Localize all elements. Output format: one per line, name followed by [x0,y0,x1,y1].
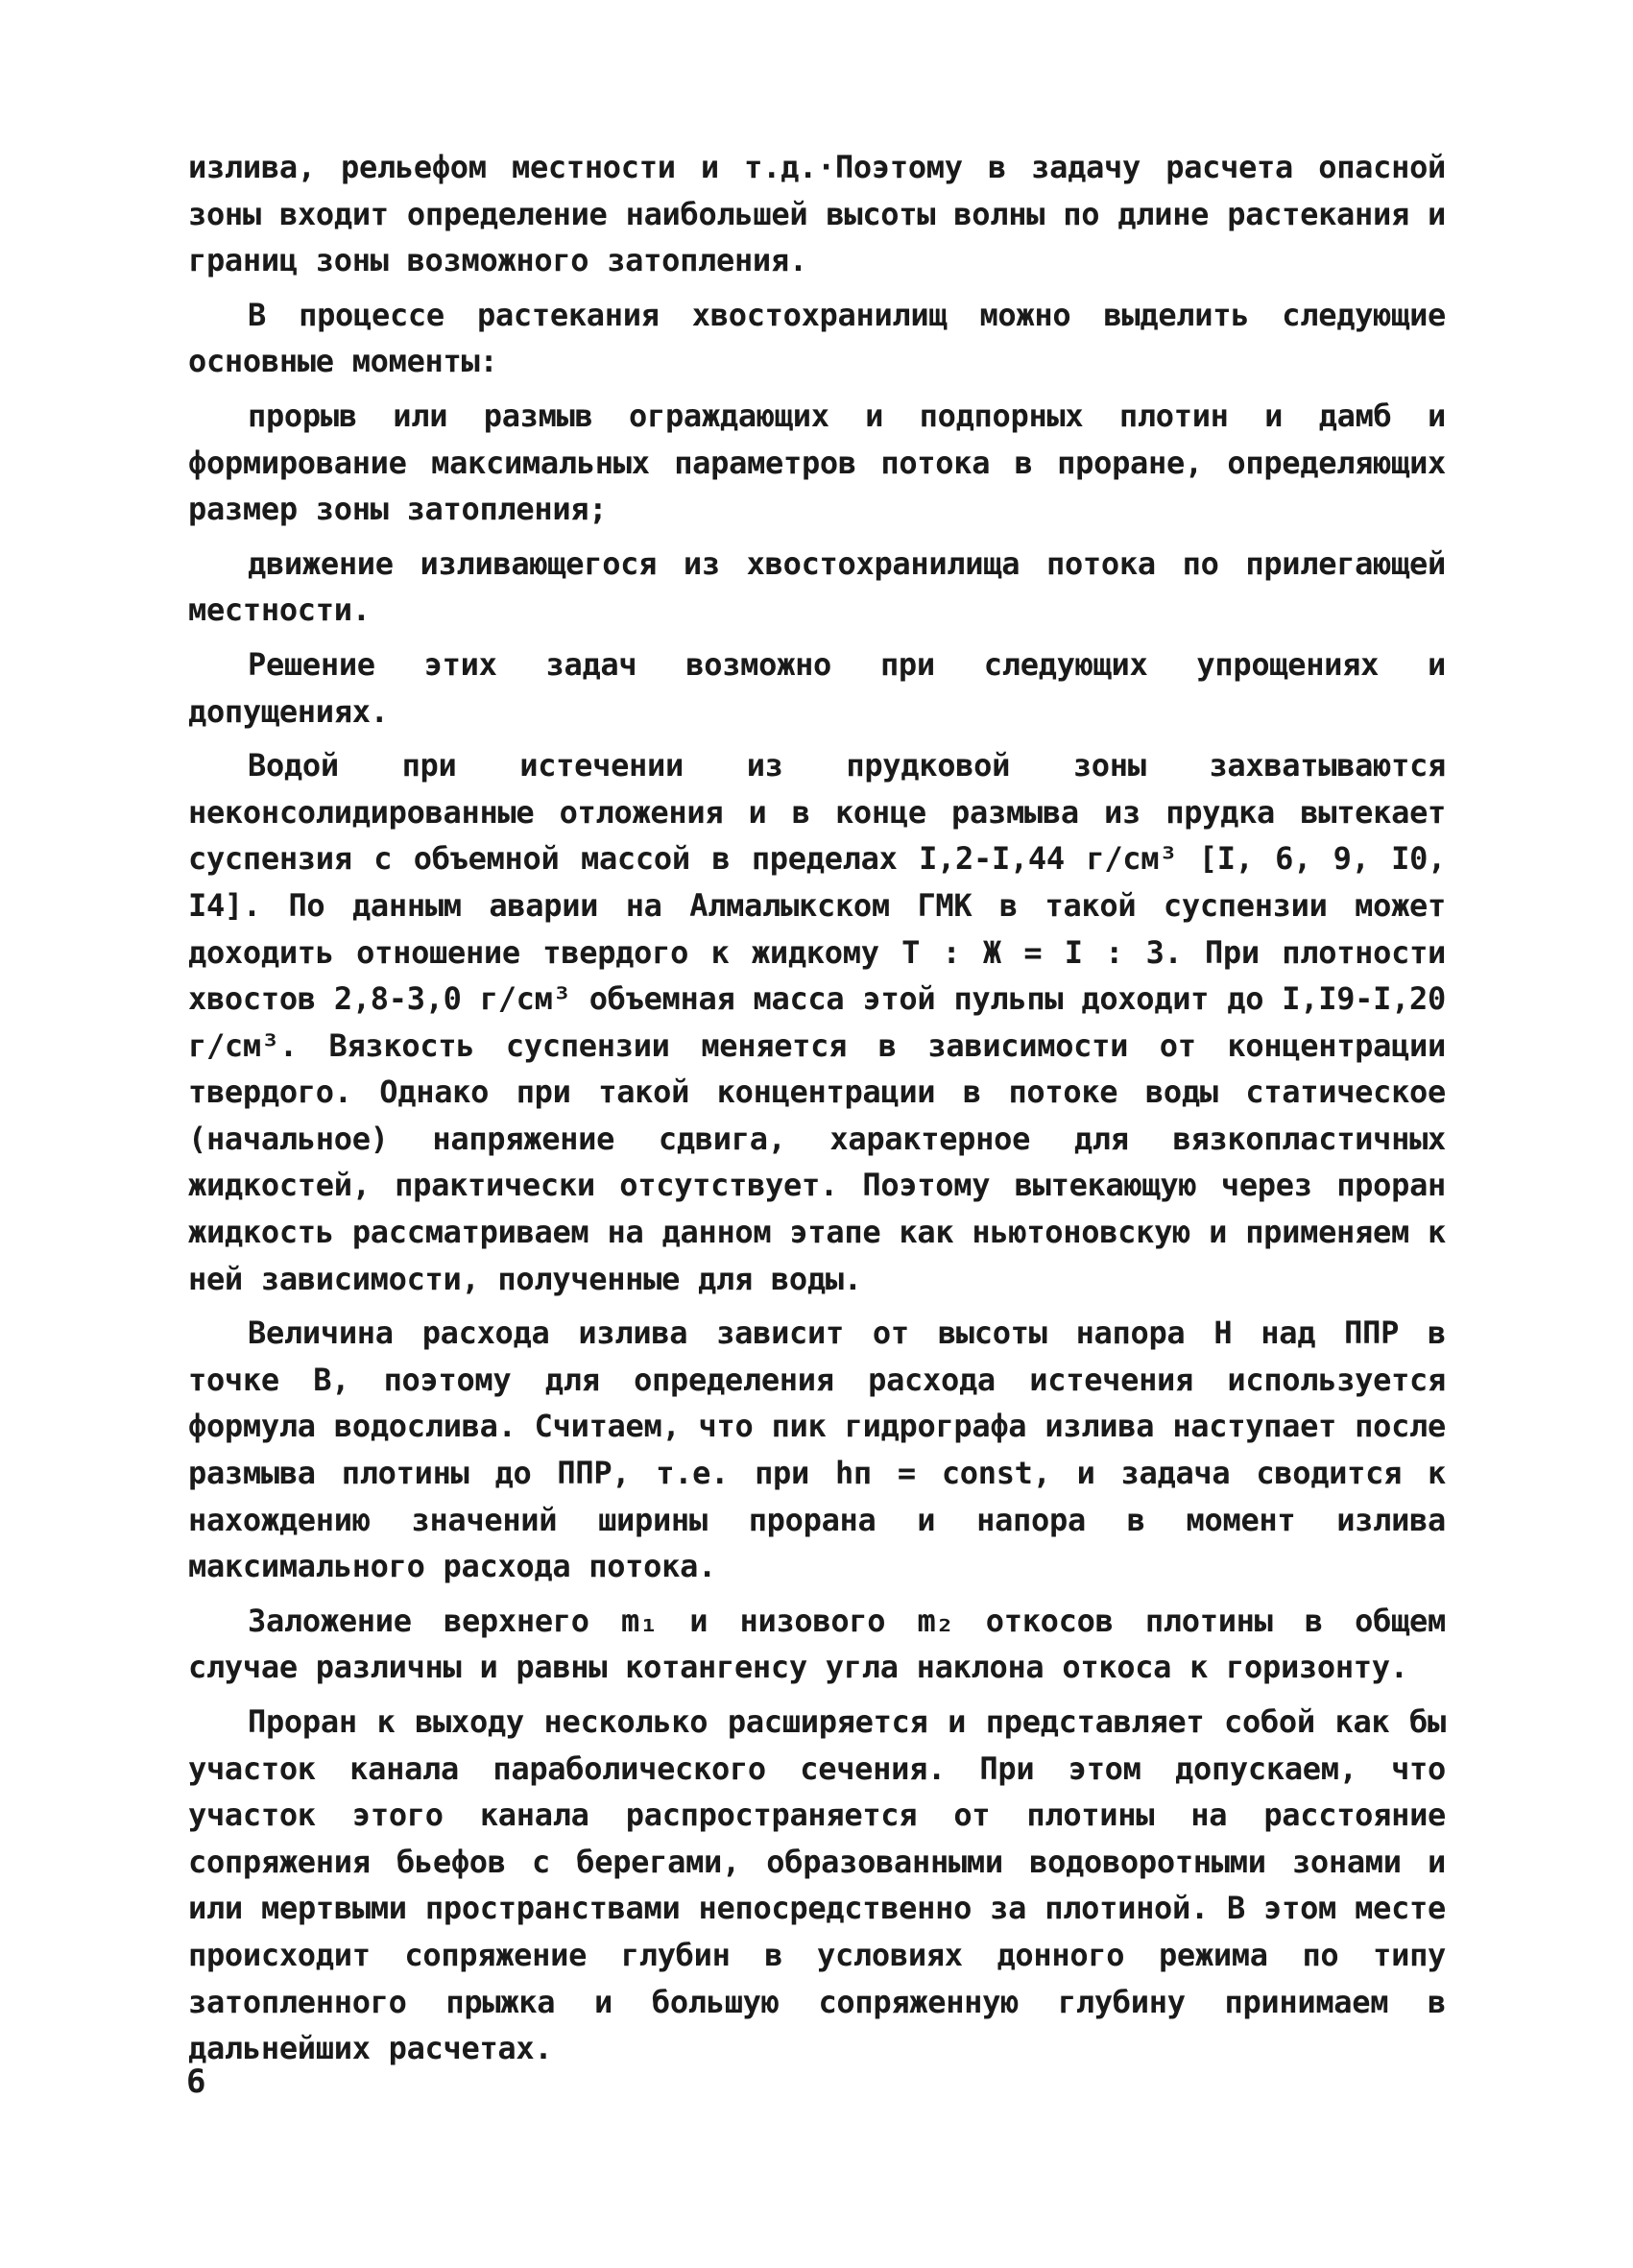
paragraph-1: излива, рельефом местности и т.д.·Поэтому в задачу расчета опасной зоны входит определение наибольшей высоты волны по длине растекания и границ зоны возможного затопления. [188,149,1446,279]
paragraph-9: Проран к выходу несколько расширяется и представляет собой как бы участок канала параболического сечения. При этом допускаем, что участок этого канала распространяется от плотины на расстояние сопряжения бьефов с берегами, образованными водоворотными зонами и или мертвыми пространствами непосредственно за плотиной. В этом месте происходит сопряжение глубин в условиях донного режима по типу затопленного прыжка и большую сопряженную глубину принимаем в дальнейших расчетах. [188,1703,1446,2067]
document-page [188,144,1446,2218]
page-number: 6 [186,2063,206,2101]
paragraph-4: движение изливающегося из хвостохранилища потока по прилегающей местности. [188,544,1446,629]
paragraph-3: прорыв или размыв ограждающих и подпорных плотин и дамб и формирование максимальных параметров потока в проране, определяющих размер зоны затопления; [188,397,1446,528]
paragraph-6: Водой при истечении из прудковой зоны захватываются неконсолидированные отложения и в конце размыва из прудка вытекает суспензия с объемной массой в пределах I,2-I,44 г/см³ [I, 6, 9, I0, I4]. По данным аварии на Алмалыкском ГМК в такой суспензии может доходить отношение твердого к жидкому Т : Ж = I : 3. При плотности хвостов 2,8-3,0 г/см³ объемная масса этой пульпы доходит до I,I9-I,20 г/см³. Вязкость суспензии меняется в зависимости от концентрации твердого. Однако при такой концентрации в потоке воды статическое (начальное) напряжение сдвига, характерное для вязкопластичных жидкостей, практически отсутствует. Поэтому вытекающую через проран жидкость рассматриваем на данном этапе как ньютоновскую и применяем к ней зависимости, полученные для воды. [188,747,1446,1297]
paragraph-5: Решение этих задач возможно при следующих упрощениях и допущениях. [188,645,1446,730]
paragraph-8: Заложение верхнего m₁ и низового m₂ откосов плотины в общем случае различны и равны котангенсу угла наклона откоса к горизонту. [188,1602,1446,1686]
paragraph-2: В процессе растекания хвостохранилищ можно выделить следующие основные моменты: [188,296,1446,380]
paragraph-7: Величина расхода излива зависит от высоты напора H над ППР в точке B, поэтому для определения расхода истечения используется формула водослива. Считаем, что пик гидрографа излива наступает после размыва плотины до ППР, т.е. при hп = const, и задача сводится к нахождению значений ширины прорана и напора в момент излива максимального расхода потока. [188,1315,1446,1585]
